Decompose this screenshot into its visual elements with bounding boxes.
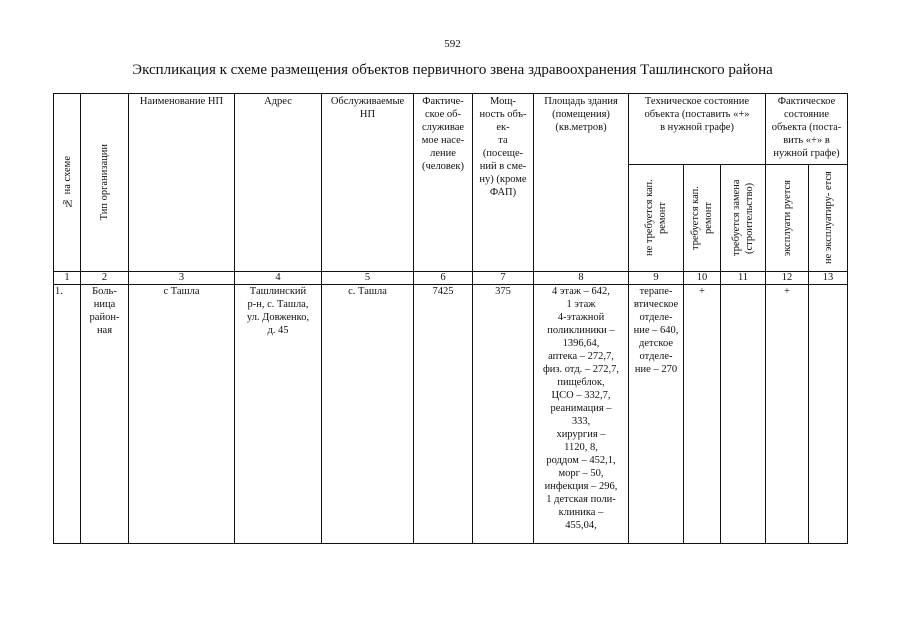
table-row [54,285,848,544]
header-population: Фактиче- ское об- служивае мое насе- ление (человек) [414,94,473,272]
page-number: 592 [444,38,461,50]
column-number: 1 [54,272,81,285]
header-fact-state: Фактическое состояние объекта (поста- вить «+» в нужной графе) [766,94,848,165]
header-no-label: № на схеме [61,156,73,209]
header-tech-repair [684,165,721,272]
column-number: 12 [766,272,809,285]
header-tech-no-repair-label: не требуется кап. ремонт [644,179,668,257]
header-tech-replace [721,165,766,272]
header-fact-not-used [809,165,848,272]
row-served-np: с. Ташла [322,285,414,544]
row-fact-not-used [809,285,848,544]
row-tech-repair: + [684,285,721,544]
document-title: Экспликация к схеме размещения объектов первичного звена здравоохранения Ташлинского района [132,62,773,78]
header-area: Площадь здания (помещения) (кв.метров) [534,94,629,272]
column-number: 11 [721,272,766,285]
header-org-type [81,94,129,272]
column-number: 2 [81,272,129,285]
column-number: 7 [473,272,534,285]
row-no: 1. [54,285,81,544]
header-fact-used-label: эксплуати руется [781,179,793,257]
row-tech-replace [721,285,766,544]
header-fact-used [766,165,809,272]
row-fact-used: + [766,285,809,544]
header-np-name: Наименование НП [129,94,235,272]
column-number: 6 [414,272,473,285]
row-np-name: с Ташла [129,285,235,544]
header-no [54,94,81,272]
column-number: 13 [809,272,848,285]
header-tech-repair-label: требуется кап. ремонт [690,186,714,250]
row-capacity: 375 [473,285,534,544]
header-fact-not-used-label: не эксплуатиру- ется [822,171,834,265]
column-number: 9 [629,272,684,285]
row-population: 7425 [414,285,473,544]
column-number-row [54,272,848,285]
column-number: 3 [129,272,235,285]
column-number: 8 [534,272,629,285]
header-capacity: Мощ- ность объ- ек- та (посеще- ний в сме- ну) (кроме ФАП) [473,94,534,272]
row-org-type: Боль- ница район- ная [81,285,129,544]
row-address: Ташлинский р-н, с. Ташла, ул. Довженко, д. 45 [235,285,322,544]
header-tech-state: Техническое состояние объекта (поставить «+» в нужной графе) [629,94,766,165]
explication-table [53,93,848,544]
header-tech-replace-label: требуется замена (строительство) [731,179,755,257]
header-address: Адрес [235,94,322,272]
header-org-type-label: Тип организации [99,144,110,221]
row-tech-no-repair: терапе- втическое отделе- ние – 640, детское отделе- ние – 270 [629,285,684,544]
header-served-np: Обслуживаемые НП [322,94,414,272]
column-number: 4 [235,272,322,285]
header-tech-no-repair [629,165,684,272]
row-area: 4 этаж – 642, 1 этаж 4-этажной поликлиники – 1396,64, аптека – 272,7, физ. отд. – 272,7, пищеблок, ЦСО – 332,7, реанимация – 333, хирургия – 1120, 8, роддом – 452,1, морг – 50, инфекция – 296, 1 детская поли- клиника – 455,04, [534,285,629,544]
column-number: 5 [322,272,414,285]
column-number: 10 [684,272,721,285]
